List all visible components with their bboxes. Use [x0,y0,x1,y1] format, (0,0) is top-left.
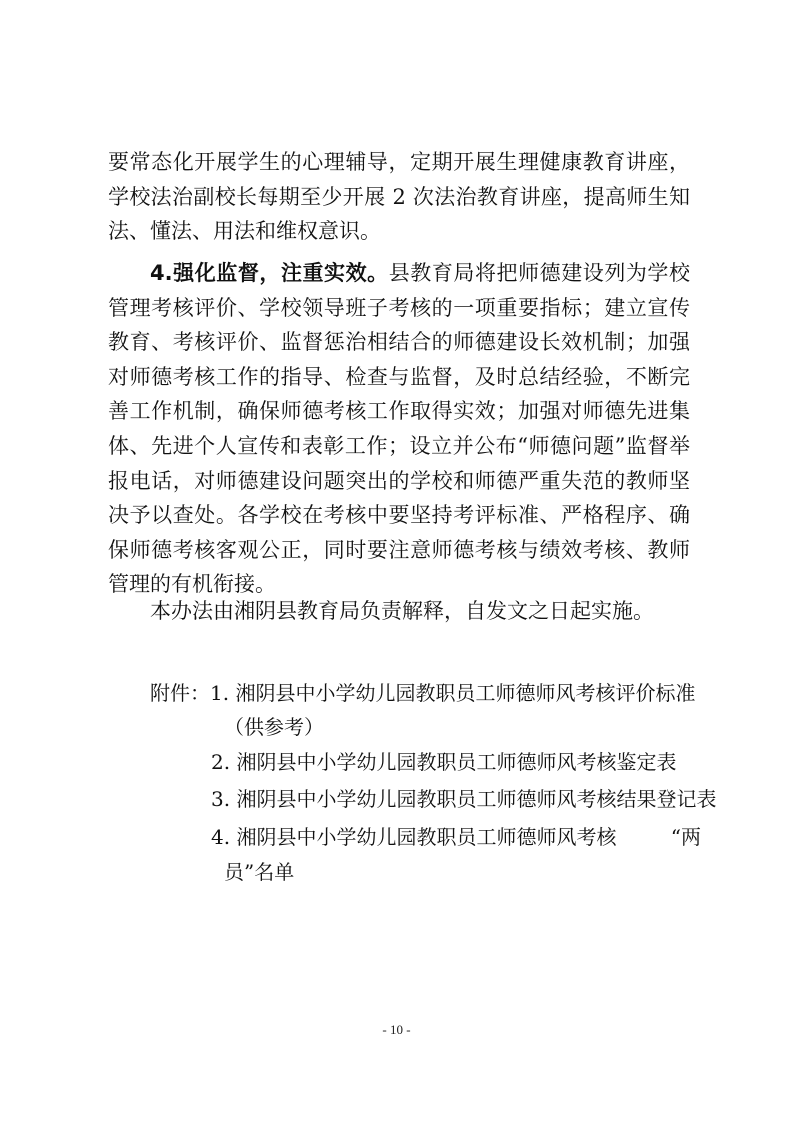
attachment-item-4-tail: “两 [670,825,701,849]
attachment-item-4-title: 4. 湘阴县中小学幼儿园教职员工师德师风考核 [211,825,617,849]
attachment-item-1 [150,676,700,710]
attachment-item-1-continuation: （供参考） [224,715,324,739]
paragraph-supervision [108,256,690,602]
paragraph-mental-health: 要常态化开展学生的心理辅导，定期开展生理健康教育讲座，学校法治副校长每期至少开展 2 次法治教育讲座，提高师生知法、懂法、用法和维权意识。 [108,150,690,244]
attachment-label: 附件： [150,681,210,705]
attachment-item-2: 2. 湘阴县中小学幼儿园教职员工师德师风考核鉴定表 [211,750,677,774]
paragraph-interpretation: 本办法由湘阴县教育局负责解释，自发文之日起实施。 [150,599,654,623]
section-heading-supervision: 4.强化监督，注重实效。 [150,261,389,285]
page-number: - 10 - [382,1022,411,1037]
paragraph-supervision-body: 县教育局将把师德建设列为学校管理考核评价、学校领导班子考核的一项重要指标；建立宣传教育、考核评价、监督惩治相结合的师德建设长效机制；加强对师德考核工作的指导、检查与监督，及时总结经验，不断完善工作机制，确保师德考核工作取得实效；加强对师德先进集体、先进个人宣传和表彰工作；设立并公布“师德问题”监督举报电话，对师德建设问题突出的学校和师德严重失范的教师坚决予以查处。各学校在考核中要坚持考评标准、严格程序、确保师德考核客观公正，同时要注意师德考核与绩效考核、教师管理的有机衔接。 [108,261,690,597]
attachment-item-4-continuation: 员”名单 [224,860,295,884]
attachment-item-4 [211,820,701,854]
attachment-item-1-title: 1. 湘阴县中小学幼儿园教职员工师德师风考核评价标准 [210,681,696,705]
attachment-item-3: 3. 湘阴县中小学幼儿园教职员工师德师风考核结果登记表 [211,787,717,811]
